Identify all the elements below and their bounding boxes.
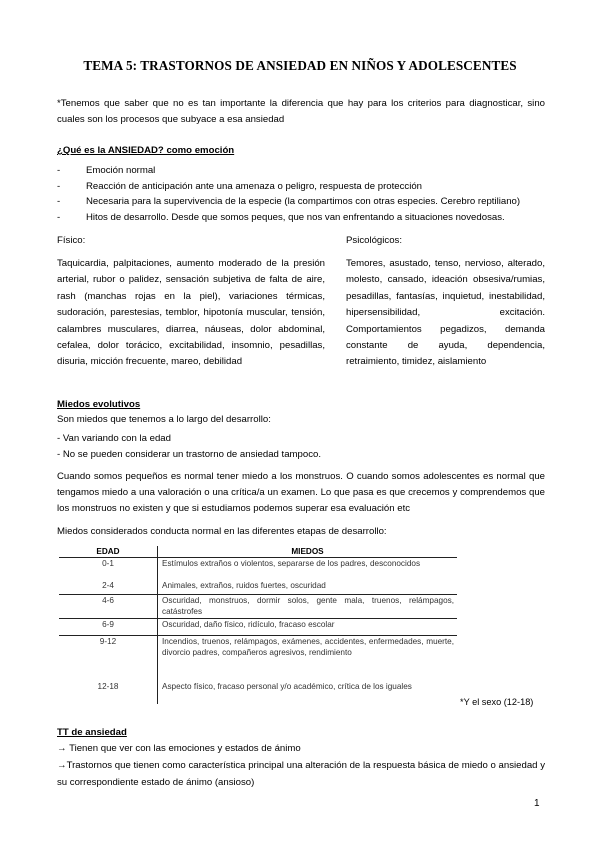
miedos-line: - Van variando con la edad [57,433,171,444]
table-intro: Miedos considerados conducta normal en las diferentes etapas de desarrollo: [57,526,387,537]
table-cell-edad: 9-12 [59,636,158,672]
table-row [59,636,457,672]
tt-line: → Tienen que ver con las emociones y estados de ánimo [57,743,301,754]
table-cell-miedos: Animales, extraños, ruidos fuertes, oscuridad [158,580,458,595]
table-row [59,580,457,595]
list-item: - Emoción normal [57,163,545,179]
list-item: - Necesaria para la supervivencia de la especie (la compartimos con otras especies. Cerebro reptiliano) [57,194,545,210]
table-cell-miedos: Oscuridad, daño físico, ridículo, fracaso escolar [158,619,458,636]
table-cell-miedos: Aspecto físico, fracaso personal y/o académico, crítica de los iguales [162,682,412,692]
table-cell-miedos: Oscuridad, monstruos, dormir solos, gente mala, truenos, relámpagos, catástrofes [158,595,458,619]
ansiedad-bullet-list [57,163,545,225]
section-heading-miedos-evolutivos: Miedos evolutivos [57,399,141,410]
list-item: - Reacción de anticipación ante una amenaza o peligro, respuesta de protección [57,179,545,195]
list-item: - Hitos de desarrollo. Desde que somos peques, que nos van enfrentando a situaciones novedosas. [57,210,545,226]
miedos-line: - No se pueden considerar un trastorno de ansiedad tampoco. [57,449,321,460]
section-heading-ansiedad: ¿Qué es la ANSIEDAD? como emoción [57,145,235,156]
section-heading-tt-ansiedad: TT de ansiedad [57,727,127,738]
table-cell-miedos: Estímulos extraños o violentos, separarse de los padres, desconocidos [162,559,421,568]
table-row [59,558,457,580]
table-cell-edad: 4-6 [59,595,158,619]
miedos-paragraph: Cuando somos pequeños es normal tener miedo a los monstruos. O cuando somos adolescentes es normal que tengamos miedo a una valoración o una crítica/a un examen. Lo que pasa es que crecemos y comprendemos que los monstruos no existen y que si estudiamos podemos superar esa evaluación etc [57,471,545,515]
tt-paragraph: →Trastornos que tienen como característica principal una alteración de la respuesta básica de miedo o ansiedad y su correspondiente estado de ánimo (ansioso) [57,760,545,788]
table-note: *Y el sexo (12-18) [460,697,534,707]
fisico-label: Físico: [57,235,86,246]
psicologicos-symptoms: Temores, asustado, tenso, nervioso, alterado, molesto, cansado, ideación obsesiva/rumias, pesadillas, fantasías, inquietud, inestabilidad, hipersensibilidad, excitación. Comportamientos pegadizos, demanda constante de ayuda, dependencia, retraimiento, timidez, aislamiento [346,258,545,368]
page-number: 1 [534,798,540,809]
table-cell-edad: 2-4 [59,580,158,595]
intro-paragraph: *Tenemos que saber que no es tan importante la diferencia que hay para los criterios para diagnosticar, sino cuales son los procesos que subyace a esa ansiedad [57,98,545,125]
table-cell-edad: 6-9 [59,619,158,636]
table-cell-edad: 12-18 [59,672,158,704]
miedos-line: Son miedos que tenemos a lo largo del desarrollo: [57,414,271,425]
miedos-table [59,546,457,704]
page-title: TEMA 5: TRASTORNOS DE ANSIEDAD EN NIÑOS Y ADOLESCENTES [83,58,517,73]
table-cell-edad: 0-1 [59,558,158,580]
table-row [59,672,457,704]
table-header-edad: EDAD [59,546,158,558]
table-header-miedos: MIEDOS [158,546,458,558]
table-cell-miedos: Incendios, truenos, relámpagos, exámenes, accidentes, enfermedades, muerte, divorcio padres, compañeros agresivos, rendimiento [162,637,454,657]
psicologicos-label: Psicológicos: [346,235,402,246]
fisico-symptoms: Taquicardia, palpitaciones, aumento moderado de la presión arterial, rubor o palidez, sensación subjetiva de falta de aire, rash (manchas rojas en la piel), variaciones térmicas, sudoración, parestesias, temblor, hipotonía muscular, tensión, calambres musculares, diarrea, náuseas, dolor abdominal, cefalea, dolor torácico, excitabilidad, insomnio, pesadillas, disuria, micción frecuente, mareo, debilidad [57,258,325,368]
table-row [59,619,457,636]
table-row [59,595,457,619]
